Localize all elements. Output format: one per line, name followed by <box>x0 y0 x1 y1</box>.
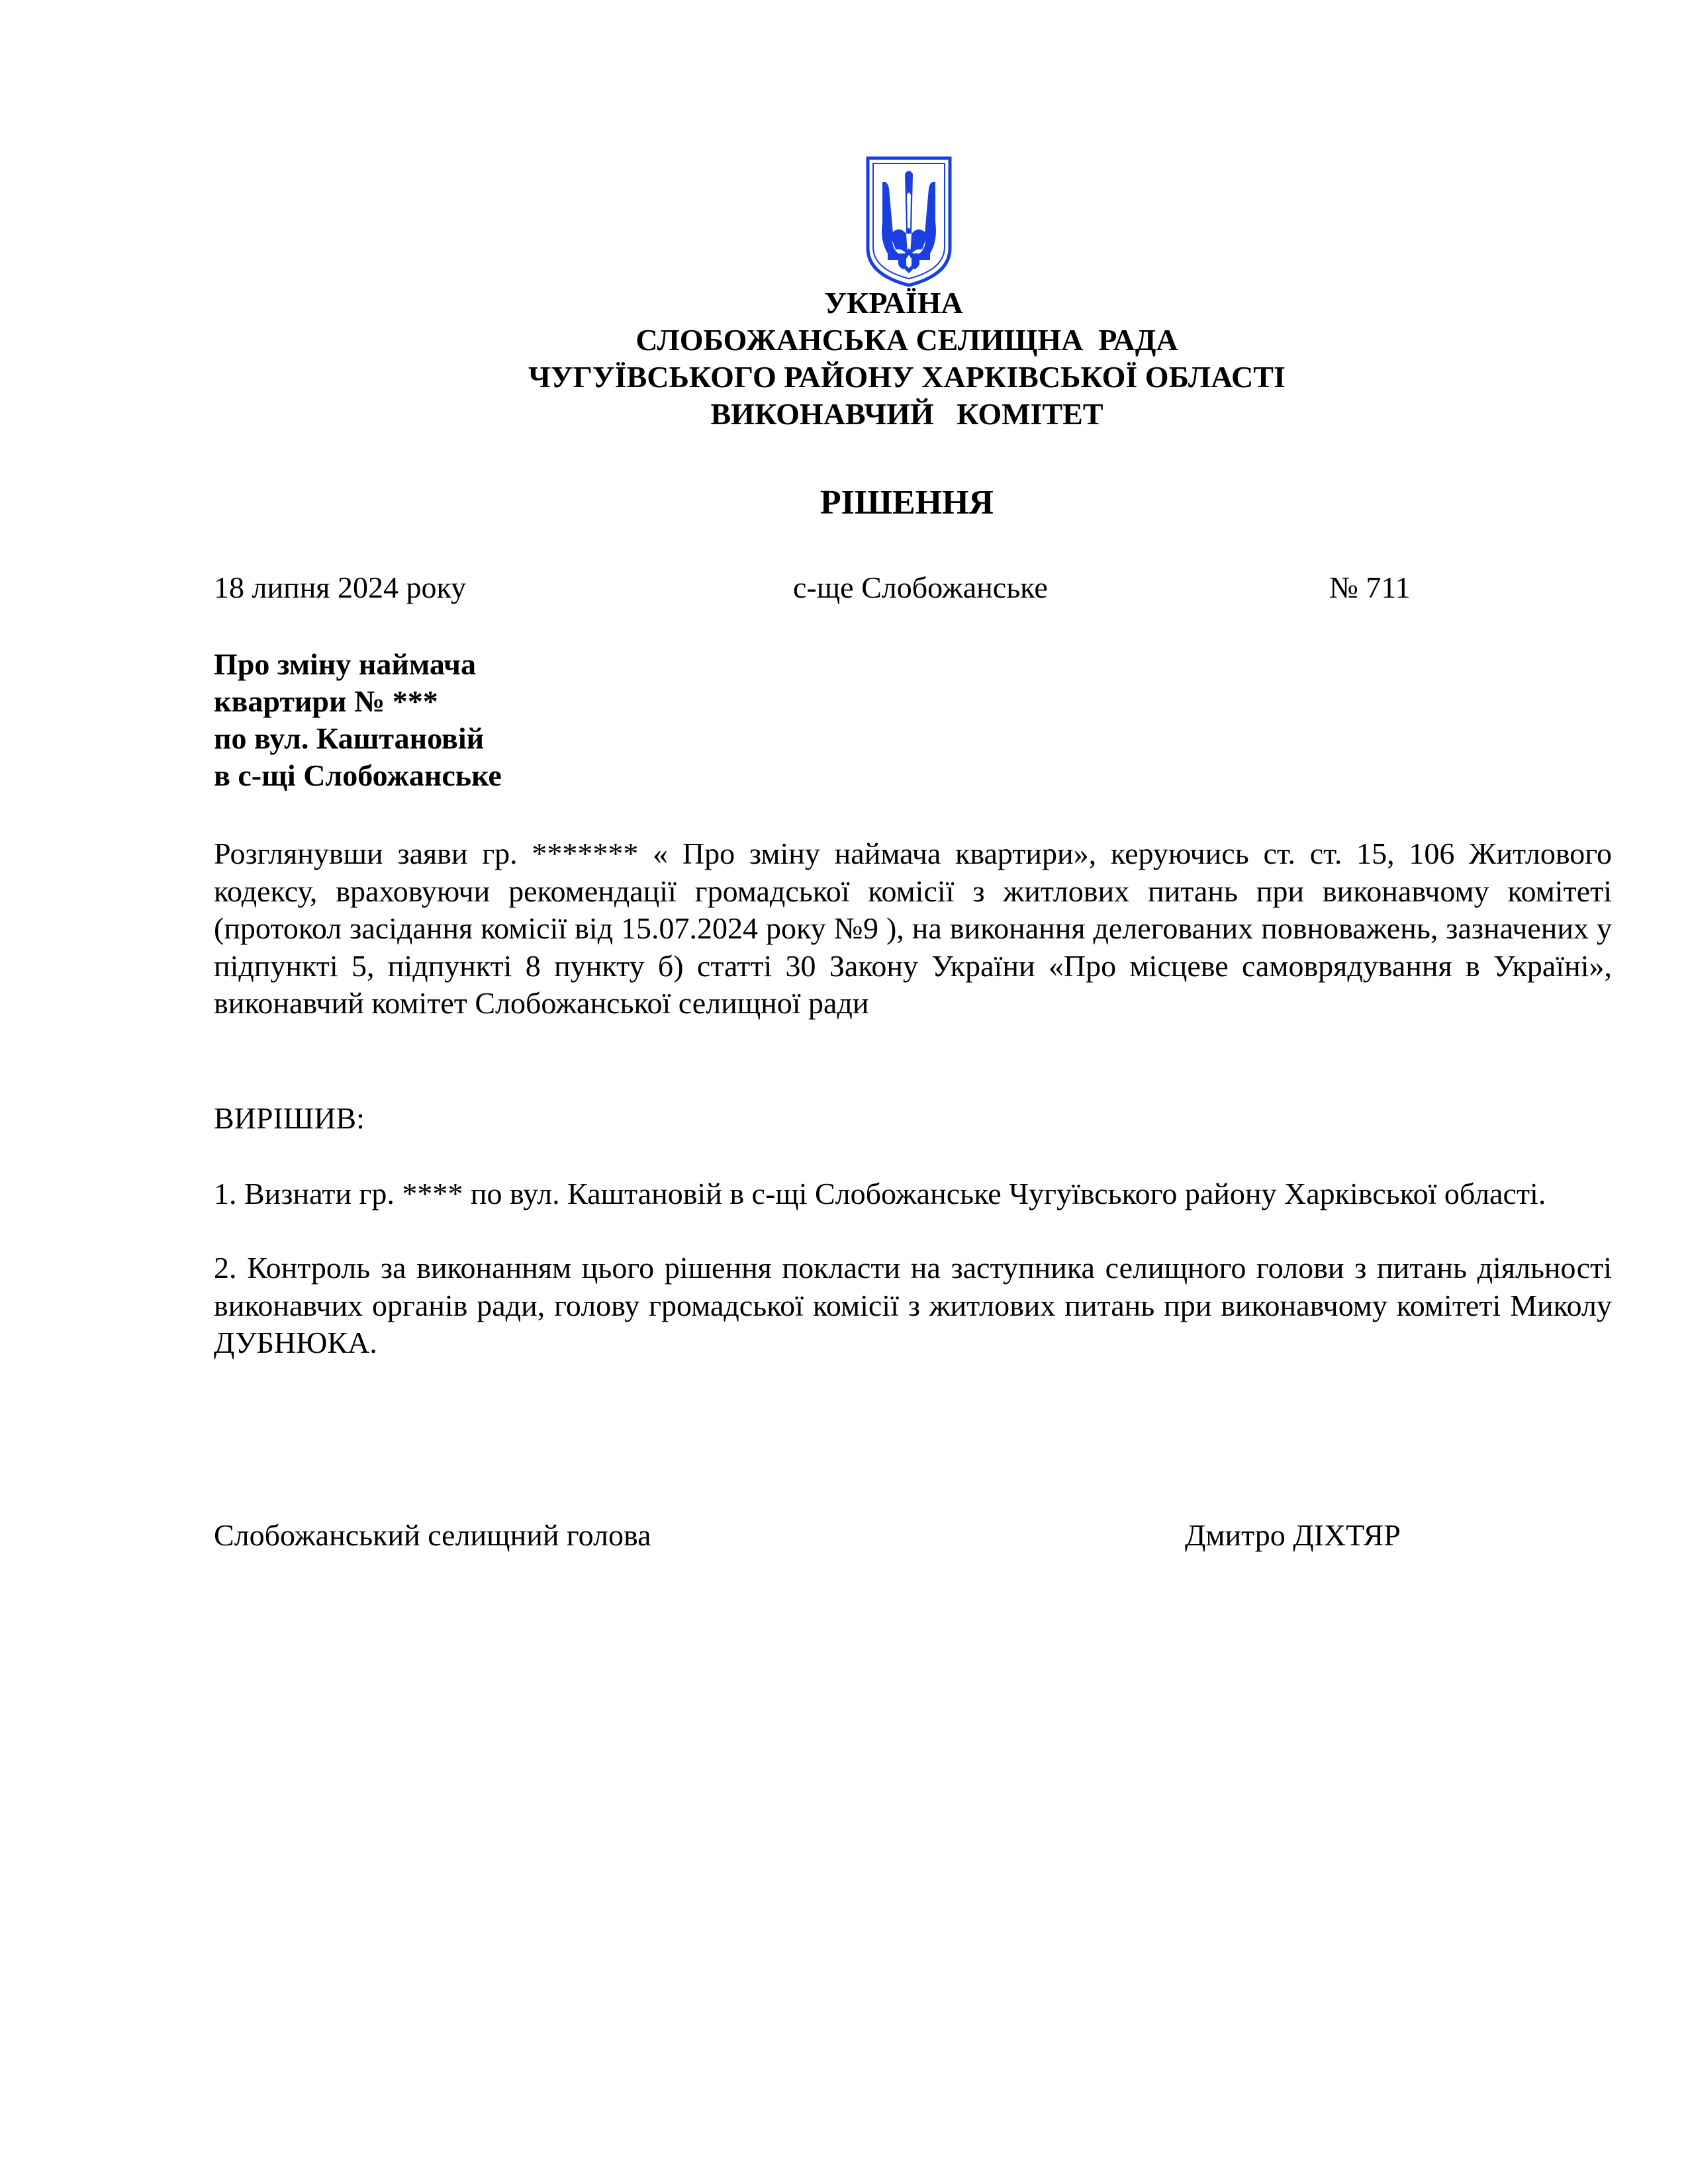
document-date: 18 липня 2024 року <box>214 570 467 604</box>
document-place: с-ще Слобожанське <box>793 570 1048 604</box>
resolved-label: ВИРІШИВ: <box>214 1101 365 1135</box>
document-subject <box>214 646 502 794</box>
signatory-position: Слобожанський селищний голова <box>214 1518 651 1552</box>
decision-item: 2. Контроль за виконанням цього рішення покласти на заступника селищного голови з питань діяльності виконавчих органів ради, голову громадської комісії з житлових питань при виконавчому комітеті Миколу ДУБНЮКА. <box>214 1251 1612 1359</box>
signatory-name: Дмитро ДІХТЯР <box>1185 1518 1401 1552</box>
header-district: ЧУГУЇВСЬКОГО РАЙОНУ ХАРКІВСЬКОЇ ОБЛАСТІ <box>528 360 1286 394</box>
decision-item: 1. Визнати гр. **** по вул. Каштановій в с-щі Слобожанське Чугуївського району Харківської області. <box>214 1177 1546 1210</box>
document-title: РІШЕННЯ <box>820 484 994 522</box>
document-number: № 711 <box>1329 570 1411 604</box>
preamble-paragraph: Розглянувши заяви гр. ******* « Про зміну наймача квартири», керуючись ст. ст. 15, 106 Житлового кодексу, враховуючи рекомендації громадської комісії з житлових питань при виконавчому комітеті (протокол засідання комісії від 15.07.2024 року №9 ), на виконання делегованих повноважень, зазначених у підпункті 5, підпункті 8 пункту б) статті 30 Закону України «Про місцеве самоврядування в Україні», виконавчий комітет Слобожанської селищної ради <box>214 837 1612 1020</box>
ukraine-trident-coat-of-arms-icon <box>864 156 954 288</box>
header-council: СЛОБОЖАНСЬКА СЕЛИЩНА РАДА <box>635 323 1178 357</box>
header-country: УКРАЇНА <box>824 286 963 320</box>
document-header <box>0 285 1688 433</box>
subject-line: по вул. Каштановій <box>214 721 485 755</box>
subject-line: квартири № *** <box>214 684 438 718</box>
subject-line: Про зміну наймача <box>214 647 476 681</box>
subject-line: в с-щі Слобожанське <box>214 758 502 792</box>
header-committee: ВИКОНАВЧИЙ КОМІТЕТ <box>710 397 1103 431</box>
